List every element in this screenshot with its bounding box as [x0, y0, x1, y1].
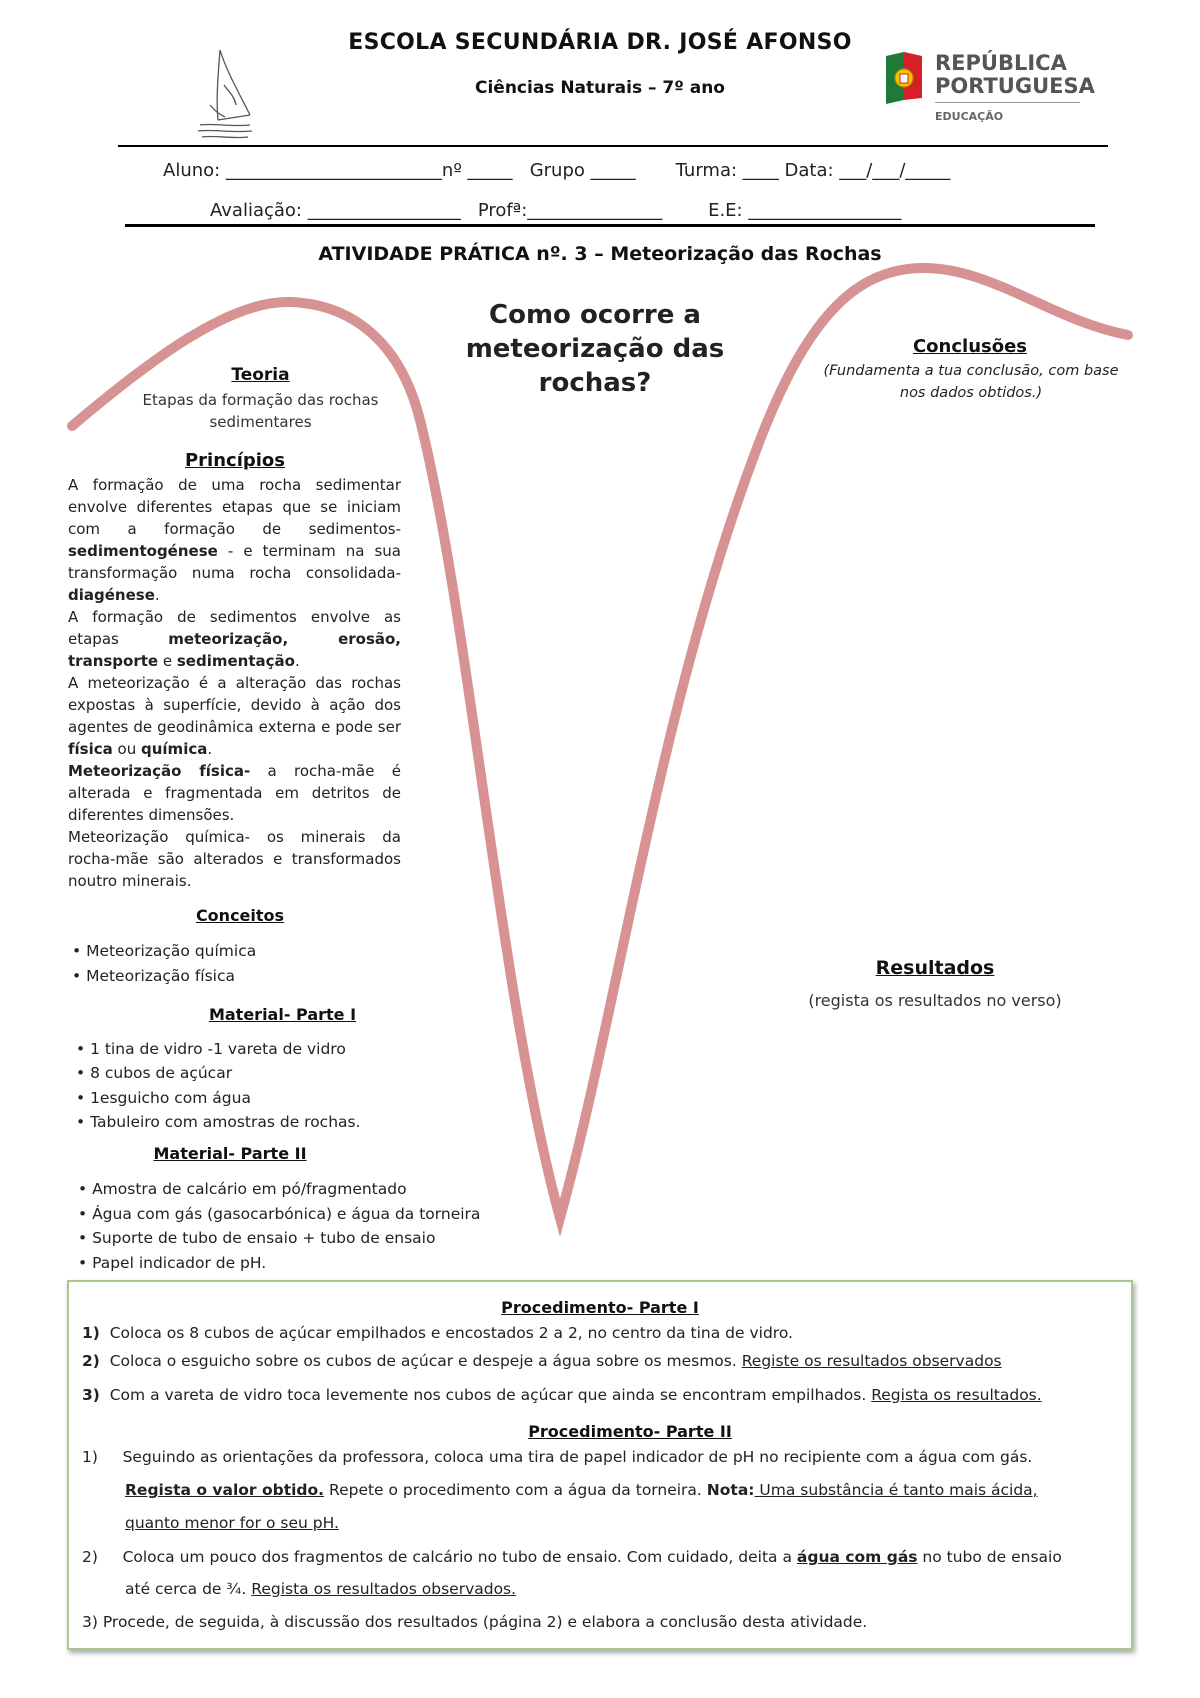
material2-item: • Água com gás (gasocarbónica) e água da torneira [78, 1205, 481, 1223]
logo-line-2: PORTUGUESA [935, 74, 1095, 98]
activity-title: ATIVIDADE PRÁTICA nº. 3 – Meteorização das Rochas [318, 243, 882, 265]
proc2-step-1-line1: 1) Seguindo as orientações da professora, coloca uma tira de papel indicador de pH no recipiente com a água com gás. [82, 1448, 1033, 1466]
proc2-step-2-line2: até cerca de ¾. Regista os resultados observados. [125, 1580, 517, 1598]
principios-paragraph-3: A meteorização é a alteração das rochas expostas à superfície, devido à ação dos agentes de geodinâmica externa e pode ser física ou química. [68, 674, 401, 758]
material2-item: • Amostra de calcário em pó/fragmentado [78, 1180, 407, 1198]
material1-item: • 1esguicho com água [76, 1089, 251, 1107]
material1-item: • 1 tina de vidro -1 vareta de vidro [76, 1040, 346, 1058]
teoria-heading: Teoria [231, 365, 290, 385]
principios-paragraph-1: A formação de uma rocha sedimentar envolve diferentes etapas que se iniciam com a formação de sedimentos- sedimentogénese - e terminam na sua transformação numa rocha consolidada- diagénese. [68, 476, 401, 604]
procedimento-parte2-heading: Procedimento- Parte II [528, 1422, 732, 1441]
principios-paragraph-2: A formação de sedimentos envolve as etapas meteorização, erosão, transporte e sedimentação. [68, 608, 401, 670]
subject-title: Ciências Naturais – 7º ano [474, 78, 725, 98]
principios-heading: Princípios [184, 450, 286, 471]
school-name: ESCOLA SECUNDÁRIA DR. JOSÉ AFONSO [348, 30, 852, 55]
material2-item: • Papel indicador de pH. [78, 1254, 267, 1272]
form-row-evaluation: Avaliação: _________________ Profª:_______________ E.E: _________________ [210, 200, 902, 221]
material1-item: • Tabuleiro com amostras de rochas. [76, 1113, 361, 1131]
resultados-note: (regista os resultados no verso) [808, 991, 1062, 1010]
proc2-step-1-line2: Regista o valor obtido. Repete o procedimento com a água da torneira. Nota: Uma substância é tanto mais ácida, [125, 1481, 1038, 1499]
proc1-step-1: 1) Coloca os 8 cubos de açúcar empilhados e encostados 2 a 2, no centro da tina de vidro. [82, 1324, 793, 1342]
conclusoes-heading: Conclusões [912, 336, 1028, 357]
teoria-text: Etapas da formação das rochas sedimentares [142, 391, 379, 431]
focus-question: Como ocorre a meteorização das rochas? [465, 300, 725, 398]
proc1-step-2: 2) Coloca o esguicho sobre os cubos de açúcar e despeje a água sobre os mesmos. Registe os resultados observados [82, 1352, 1002, 1370]
proc2-step-3: 3) Procede, de seguida, à discussão dos resultados (página 2) e elabora a conclusão desta atividade. [82, 1613, 868, 1631]
proc1-step-3: 3) Com a vareta de vidro toca levemente nos cubos de açúcar que ainda se encontram empilhados. Regista os resultados. [82, 1386, 1042, 1404]
conceito-item-1: • Meteorização química [72, 942, 257, 960]
logo-line-1: REPÚBLICA [935, 51, 1067, 75]
logo-educacao: EDUCAÇÃO [935, 110, 1004, 123]
proc2-step-1-line3: quanto menor for o seu pH. [125, 1514, 339, 1532]
principios-paragraph-5: Meteorização química- os minerais da rocha-mãe são alterados e transformados noutro minerais. [68, 828, 401, 890]
principios-text [68, 474, 401, 892]
material1-item: • 8 cubos de açúcar [76, 1064, 233, 1082]
procedimento-parte1-heading: Procedimento- Parte I [501, 1298, 699, 1317]
form-row-student: Aluno: ________________________nº _____ Grupo _____ Turma: ____ Data: ___/___/_____ [163, 160, 951, 181]
conclusoes-note: (Fundamenta a tua conclusão, com base nos dados obtidos.) [823, 363, 1119, 401]
material-parte1-heading: Material- Parte I [208, 1005, 357, 1024]
principios-paragraph-4: Meteorização física- a rocha-mãe é alterada e fragmentada em detritos de diferentes dimensões. [68, 762, 401, 824]
proc2-step-2-line1: 2) Coloca um pouco dos fragmentos de calcário no tubo de ensaio. Com cuidado, deita a água com gás no tubo de ensaio [82, 1548, 1062, 1566]
conceitos-heading: Conceitos [195, 906, 285, 925]
material2-item: • Suporte de tubo de ensaio + tubo de ensaio [78, 1229, 436, 1247]
conceito-item-2: • Meteorização física [72, 967, 235, 985]
resultados-heading: Resultados [875, 957, 995, 979]
material-parte2-heading: Material- Parte II [153, 1144, 307, 1163]
